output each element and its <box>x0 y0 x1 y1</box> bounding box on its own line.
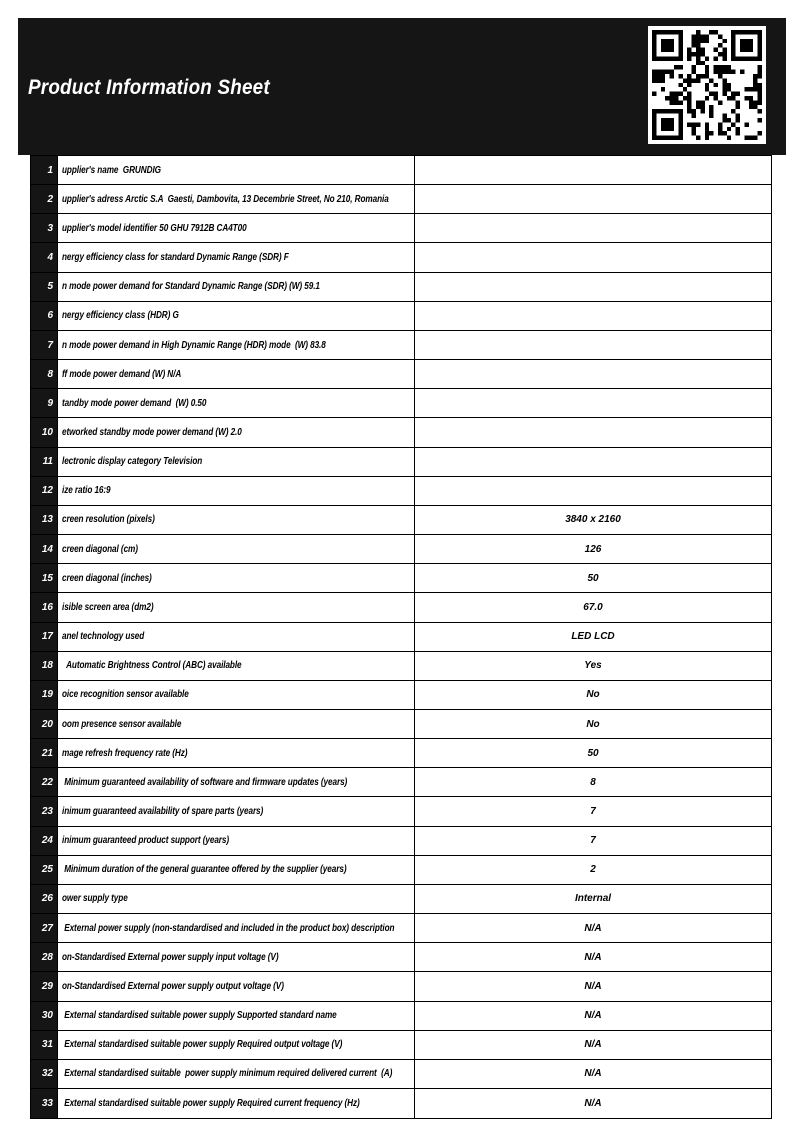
table-row <box>31 623 771 652</box>
row-number: 21 <box>31 739 58 767</box>
row-value <box>415 273 771 301</box>
table-row <box>31 739 771 768</box>
row-number: 32 <box>31 1060 58 1088</box>
row-number: 30 <box>31 1002 58 1030</box>
table-row <box>31 768 771 797</box>
row-value: Yes <box>584 660 602 672</box>
row-label-cell <box>58 797 415 825</box>
row-value <box>415 185 771 213</box>
row-number: 26 <box>31 885 58 913</box>
row-number: 16 <box>31 593 58 621</box>
row-value: N/A <box>584 980 602 992</box>
row-number: 27 <box>31 914 58 942</box>
row-value <box>415 389 771 417</box>
row-label-cell <box>58 1002 415 1030</box>
page-title: Product Information Sheet <box>28 76 270 99</box>
row-label-cell <box>58 448 415 476</box>
row-number: 31 <box>31 1031 58 1059</box>
row-label-cell <box>58 856 415 884</box>
row-label: isible screen area (dm2) <box>62 601 154 613</box>
row-label-cell <box>58 564 415 592</box>
row-number: 9 <box>31 389 58 417</box>
row-label: mage refresh frequency rate (Hz) <box>62 747 188 759</box>
row-label: External standardised suitable power supply Required current frequency (Hz) <box>62 1098 360 1110</box>
row-value: No <box>586 689 600 701</box>
row-number: 1 <box>31 156 58 184</box>
row-label-cell <box>58 710 415 738</box>
row-value: 2 <box>590 864 596 876</box>
row-label: upplier's model identifier 50 GHU 7912B CA4T00 <box>62 222 247 234</box>
row-label-cell <box>58 302 415 330</box>
table-row <box>31 302 771 331</box>
table-row <box>31 564 771 593</box>
table-row <box>31 477 771 506</box>
row-label: n mode power demand for Standard Dynamic Range (SDR) (W) 59.1 <box>62 281 320 293</box>
row-number: 28 <box>31 943 58 971</box>
row-label: External standardised suitable power supply Required output voltage (V) <box>62 1039 343 1051</box>
qr-code-panel <box>648 26 766 144</box>
row-number: 2 <box>31 185 58 213</box>
table-row <box>31 243 771 272</box>
table-row <box>31 1031 771 1060</box>
row-label: on-Standardised External power supply input voltage (V) <box>62 951 279 963</box>
row-number: 24 <box>31 827 58 855</box>
table-row <box>31 914 771 943</box>
row-value: N/A <box>584 1010 602 1022</box>
row-label-cell <box>58 885 415 913</box>
table-row <box>31 185 771 214</box>
row-label-cell <box>58 214 415 242</box>
row-number: 13 <box>31 506 58 534</box>
row-value: 67.0 <box>583 601 603 613</box>
row-value: N/A <box>584 1068 602 1080</box>
row-label-cell <box>58 389 415 417</box>
row-label-cell <box>58 331 415 359</box>
row-value <box>415 243 771 271</box>
table-row <box>31 1060 771 1089</box>
row-label: oom presence sensor available <box>62 718 182 730</box>
table-row <box>31 156 771 185</box>
row-label-cell <box>58 972 415 1000</box>
row-number: 22 <box>31 768 58 796</box>
row-value <box>415 302 771 330</box>
row-label: lectronic display category Television <box>62 456 203 468</box>
row-label-cell <box>58 418 415 446</box>
row-number: 29 <box>31 972 58 1000</box>
row-label: nergy efficiency class for standard Dynamic Range (SDR) F <box>62 252 289 264</box>
row-number: 15 <box>31 564 58 592</box>
row-label: inimum guaranteed availability of spare parts (years) <box>62 806 264 818</box>
table-row <box>31 535 771 564</box>
table-row <box>31 885 771 914</box>
row-number: 33 <box>31 1089 58 1118</box>
row-label-cell <box>58 623 415 651</box>
row-label-cell <box>58 243 415 271</box>
row-number: 5 <box>31 273 58 301</box>
row-number: 14 <box>31 535 58 563</box>
row-label-cell <box>58 739 415 767</box>
table-row <box>31 1089 771 1118</box>
row-value: LED LCD <box>571 631 615 643</box>
row-label-cell <box>58 652 415 680</box>
row-label: upplier's adress Arctic S.A Gaesti, Dambovita, 13 Decembrie Street, No 210, Romania <box>62 193 389 205</box>
row-value: 3840 x 2160 <box>565 514 621 526</box>
table-row <box>31 360 771 389</box>
row-label-cell <box>58 477 415 505</box>
row-label-cell <box>58 1089 415 1118</box>
row-number: 4 <box>31 243 58 271</box>
row-value: N/A <box>584 922 602 934</box>
table-row <box>31 681 771 710</box>
row-label: anel technology used <box>62 631 145 643</box>
row-value: 8 <box>590 776 596 788</box>
row-label: creen diagonal (cm) <box>62 543 138 555</box>
row-number: 20 <box>31 710 58 738</box>
row-label: Minimum guaranteed availability of software and firmware updates (years) <box>62 776 348 788</box>
row-label: on-Standardised External power supply output voltage (V) <box>62 980 284 992</box>
table-row <box>31 389 771 418</box>
row-value <box>415 477 771 505</box>
row-value <box>415 360 771 388</box>
row-number: 8 <box>31 360 58 388</box>
row-label: creen resolution (pixels) <box>62 514 155 526</box>
table-row <box>31 506 771 535</box>
row-number: 11 <box>31 448 58 476</box>
row-label: ize ratio 16:9 <box>62 485 111 497</box>
row-label-cell <box>58 360 415 388</box>
row-number: 19 <box>31 681 58 709</box>
table-row <box>31 593 771 622</box>
row-value: 50 <box>587 572 599 584</box>
row-value <box>415 214 771 242</box>
row-label: tandby mode power demand (W) 0.50 <box>62 397 207 409</box>
row-number: 17 <box>31 623 58 651</box>
row-number: 6 <box>31 302 58 330</box>
row-label: upplier's name GRUNDIG <box>62 164 161 176</box>
row-number: 10 <box>31 418 58 446</box>
row-value: 126 <box>584 543 602 555</box>
row-value: N/A <box>584 1098 602 1110</box>
row-label: n mode power demand in High Dynamic Range (HDR) mode (W) 83.8 <box>62 339 326 351</box>
row-label: creen diagonal (inches) <box>62 572 152 584</box>
row-label: ower supply type <box>62 893 128 905</box>
table-row <box>31 827 771 856</box>
row-label: External standardised suitable power supply Supported standard name <box>62 1010 337 1022</box>
row-value: Internal <box>574 893 612 905</box>
row-label: nergy efficiency class (HDR) G <box>62 310 179 322</box>
product-table <box>30 155 772 1119</box>
table-row <box>31 652 771 681</box>
table-row <box>31 1002 771 1031</box>
row-number: 18 <box>31 652 58 680</box>
row-value: N/A <box>584 1039 602 1051</box>
row-label-cell <box>58 1031 415 1059</box>
row-label-cell <box>58 768 415 796</box>
qr-code-icon <box>652 30 762 140</box>
table-row <box>31 214 771 243</box>
row-number: 23 <box>31 797 58 825</box>
table-row <box>31 972 771 1001</box>
row-label: External standardised suitable power supply minimum required delivered current (A) <box>62 1068 393 1080</box>
row-value: 7 <box>590 835 596 847</box>
row-value <box>415 418 771 446</box>
row-label-cell <box>58 1060 415 1088</box>
row-label: External power supply (non-standardised and included in the product box) description <box>62 922 395 934</box>
row-value: 50 <box>587 747 599 759</box>
row-number: 7 <box>31 331 58 359</box>
table-row <box>31 856 771 885</box>
row-label: oice recognition sensor available <box>62 689 189 701</box>
row-label-cell <box>58 943 415 971</box>
row-number: 25 <box>31 856 58 884</box>
row-label-cell <box>58 593 415 621</box>
row-label: etworked standby mode power demand (W) 2.0 <box>62 426 242 438</box>
row-label-cell <box>58 156 415 184</box>
row-label-cell <box>58 535 415 563</box>
row-value <box>415 448 771 476</box>
row-label: Automatic Brightness Control (ABC) available <box>62 660 242 672</box>
table-row <box>31 710 771 739</box>
header-banner <box>18 18 786 155</box>
row-value: 7 <box>590 806 596 818</box>
row-label-cell <box>58 914 415 942</box>
table-row <box>31 797 771 826</box>
row-label-cell <box>58 185 415 213</box>
row-label-cell <box>58 506 415 534</box>
row-number: 12 <box>31 477 58 505</box>
row-value <box>415 156 771 184</box>
row-value: No <box>586 718 600 730</box>
row-label-cell <box>58 827 415 855</box>
row-number: 3 <box>31 214 58 242</box>
row-label: Minimum duration of the general guarantee offered by the supplier (years) <box>62 864 347 876</box>
table-row <box>31 418 771 447</box>
row-label-cell <box>58 273 415 301</box>
table-row <box>31 448 771 477</box>
row-value: N/A <box>584 951 602 963</box>
table-row <box>31 331 771 360</box>
table-row <box>31 273 771 302</box>
row-value <box>415 331 771 359</box>
row-label-cell <box>58 681 415 709</box>
table-row <box>31 943 771 972</box>
row-label: inimum guaranteed product support (years) <box>62 835 230 847</box>
row-label: ff mode power demand (W) N/A <box>62 368 182 380</box>
